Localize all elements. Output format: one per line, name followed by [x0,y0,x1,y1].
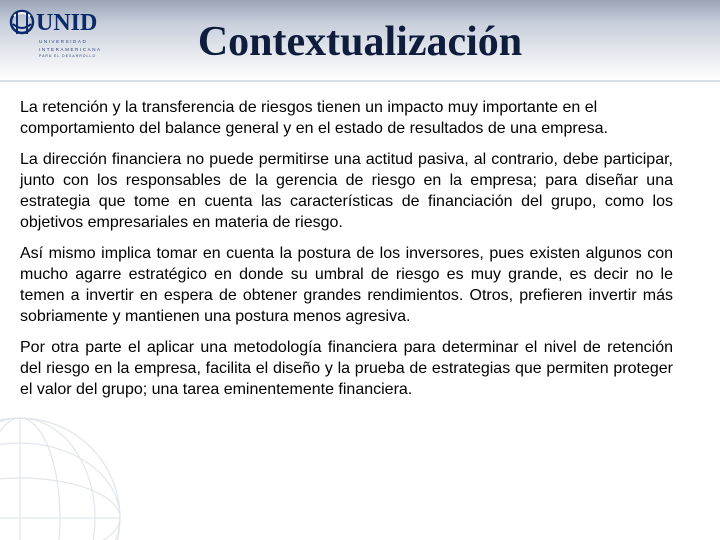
logo-wordmark: UNID [36,10,98,36]
logo-subtitle-2: INTERAMERICANA [39,47,102,52]
slide-title-text: Contextualización [197,19,523,65]
slide-title [0,16,720,68]
logo-subtitle-1: UNIVERSIDAD [39,39,88,44]
logo-subtitle-3: PARA EL DESARROLLO [39,54,97,58]
slide-body [20,97,673,410]
paragraph-3: Así mismo implica tomar en cuenta la postura de los inversores, pues existen algunos con mucho agarre estratégico en donde su umbral de riesgo es muy grande, es decir no le temen a invertir en espera de obtener grandes rendimientos. Otros, prefieren invertir más sobriamente y mantienen una postura menos agresiva. [20,245,673,325]
header-divider [0,80,720,82]
globe-watermark-icon [0,388,130,540]
paragraph-4: Por otra parte el aplicar una metodología financiera para determinar el nivel de retención del riesgo en la empresa, facilita el diseño y la prueba de estrategias que permiten proteger el valor del grupo; una tarea eminentemente financiera. [20,339,673,398]
paragraph-2: La dirección financiera no puede permitirse una actitud pasiva, al contrario, debe participar, junto con los responsables de la gerencia de riesgo en la empresa; para diseñar una estrategia que tome en cuenta las características de financiación del grupo, como los objetivos empresariales en materia de riesgo. [20,151,673,231]
paragraph-1: La retención y la transferencia de riesgos tienen un impacto muy importante en el comportamiento del balance general y en el estado de resultados de una empresa. [20,99,608,137]
